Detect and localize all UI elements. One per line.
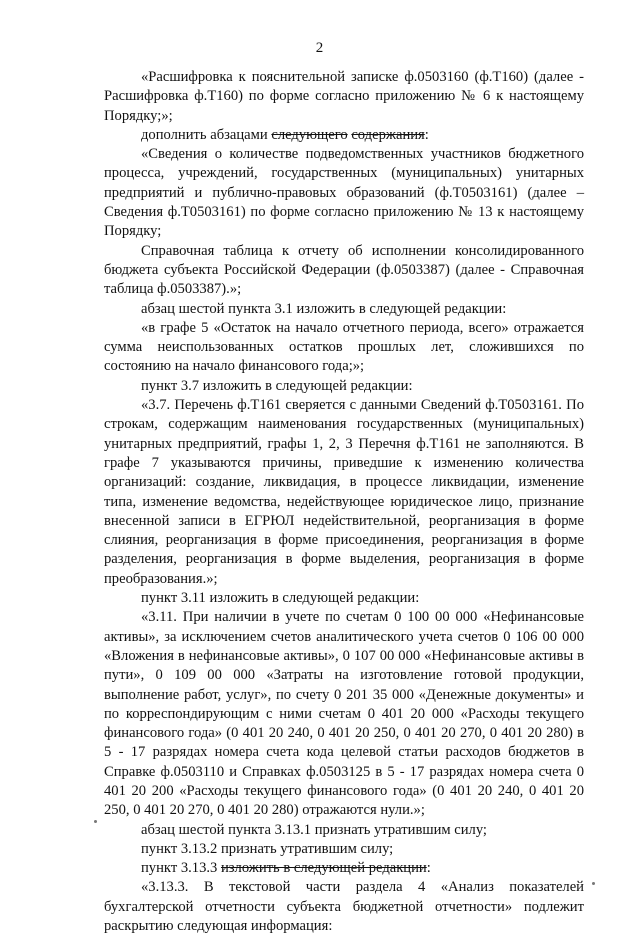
paragraph-7: пункт 3.7 изложить в следующей редакции:: [141, 377, 413, 394]
paragraph-5: абзац шестой пункта 3.1 изложить в следующей редакции:: [141, 300, 507, 317]
struck-text: содержания: [351, 126, 425, 143]
paragraph-12: пункт 3.13.2 признать утратившим силу;: [141, 840, 394, 857]
struck-text: следующего: [271, 126, 348, 143]
document-body: [104, 68, 584, 936]
page-number: 2: [315, 40, 324, 56]
scan-speck: [94, 820, 97, 823]
struck-text: изложить в следующей редакции: [220, 860, 427, 877]
paragraph-3: «Сведения о количестве подведомственных участников бюджетного процесса, учреждений, государственных (муниципальных) унитарных предприятий и публично-правовых образований (ф.Т0503161) (далее – Сведения ф.Т0503161) по форме согласно приложению № 13 к настоящему Порядку;: [104, 146, 584, 240]
paragraph-13-colon: :: [426, 860, 431, 877]
paragraph-13: [104, 859, 584, 878]
scan-speck: [592, 882, 595, 885]
paragraph-11: абзац шестой пункта 3.13.1 признать утратившим силу;: [141, 821, 487, 838]
paragraph-10: «3.11. При наличии в учете по счетам 0 100 00 000 «Нефинансовые активы», за исключением счетов аналитического учета счетов 0 106 00 000 «Вложения в нефинансовые активы», 0 107 00 000 «Нефинансовые активы в пути», 0 109 00 000 «Затраты на изготовление готовой продукции, выполнение работ, услуг», по счету 0 201 35 000 «Денежные документы» и по корреспондирующим с ними счетам 0 401 20 000 «Расходы текущего финансового года» (0 401 20 240, 0 401 20 250, 0 401 20 270, 0 401 20 280) в 5 - 17 разрядах номера счета кода целевой статьи расходов бюджетов в Справке ф.0503110 и Справках ф.0503125 в 5 - 17 разрядах номера счета 0 401 20 200 «Расходы текущего финансового года» (0 401 20 240, 0 401 20 250, 0 401 20 270, 0 401 20 280) отражаются нули.»;: [104, 609, 584, 819]
paragraph-14: «3.13.3. В текстовой части раздела 4 «Анализ показателей бухгалтерской отчетности субъекта бюджетной отчетности» подлежит раскрытию следующая информация:: [104, 879, 584, 935]
paragraph-2-colon: :: [424, 126, 429, 143]
paragraph-8: «3.7. Перечень ф.Т161 сверяется с данными Сведений ф.Т0503161. По строкам, содержащим наименования государственных (муниципальных) унитарных предприятий, графы 1, 2, 3 Перечня ф.Т161 не заполняются. В графе 7 указываются причины, приведшие к изменению количества организаций: создание, ликвидация, в процессе ликвидации, изменение типа, изменение ведомства, недействующее юридическое лицо, признание внесенной записи в ЕГРЮЛ недействительной, реорганизация в форме слияния, реорганизация в форме присоединения, реорганизация в форме разделения, реорганизация в форме выделения, реорганизация в форме преобразования.»;: [104, 397, 584, 587]
paragraph-2-text: дополнить абзацами: [141, 126, 272, 143]
paragraph-1: «Расшифровка к пояснительной записке ф.0503160 (ф.Т160) (далее - Расшифровка ф.Т160) по форме согласно приложению № 6 к настоящему Порядку;»;: [104, 69, 584, 124]
paragraph-4: Справочная таблица к отчету об исполнении консолидированного бюджета субъекта Российской Федерации (ф.0503387) (далее - Справочная таблица ф.0503387).»;: [104, 242, 584, 298]
paragraph-13-text: пункт 3.13.3: [141, 860, 221, 877]
paragraph-2: [104, 126, 584, 145]
paragraph-9: пункт 3.11 изложить в следующей редакции:: [141, 590, 420, 607]
paragraph-6: «в графе 5 «Остаток на начало отчетного периода, всего» отражается сумма неиспользованных остатков прошлых лет, сложившихся по состоянию на начало финансового года;»;: [104, 319, 584, 375]
